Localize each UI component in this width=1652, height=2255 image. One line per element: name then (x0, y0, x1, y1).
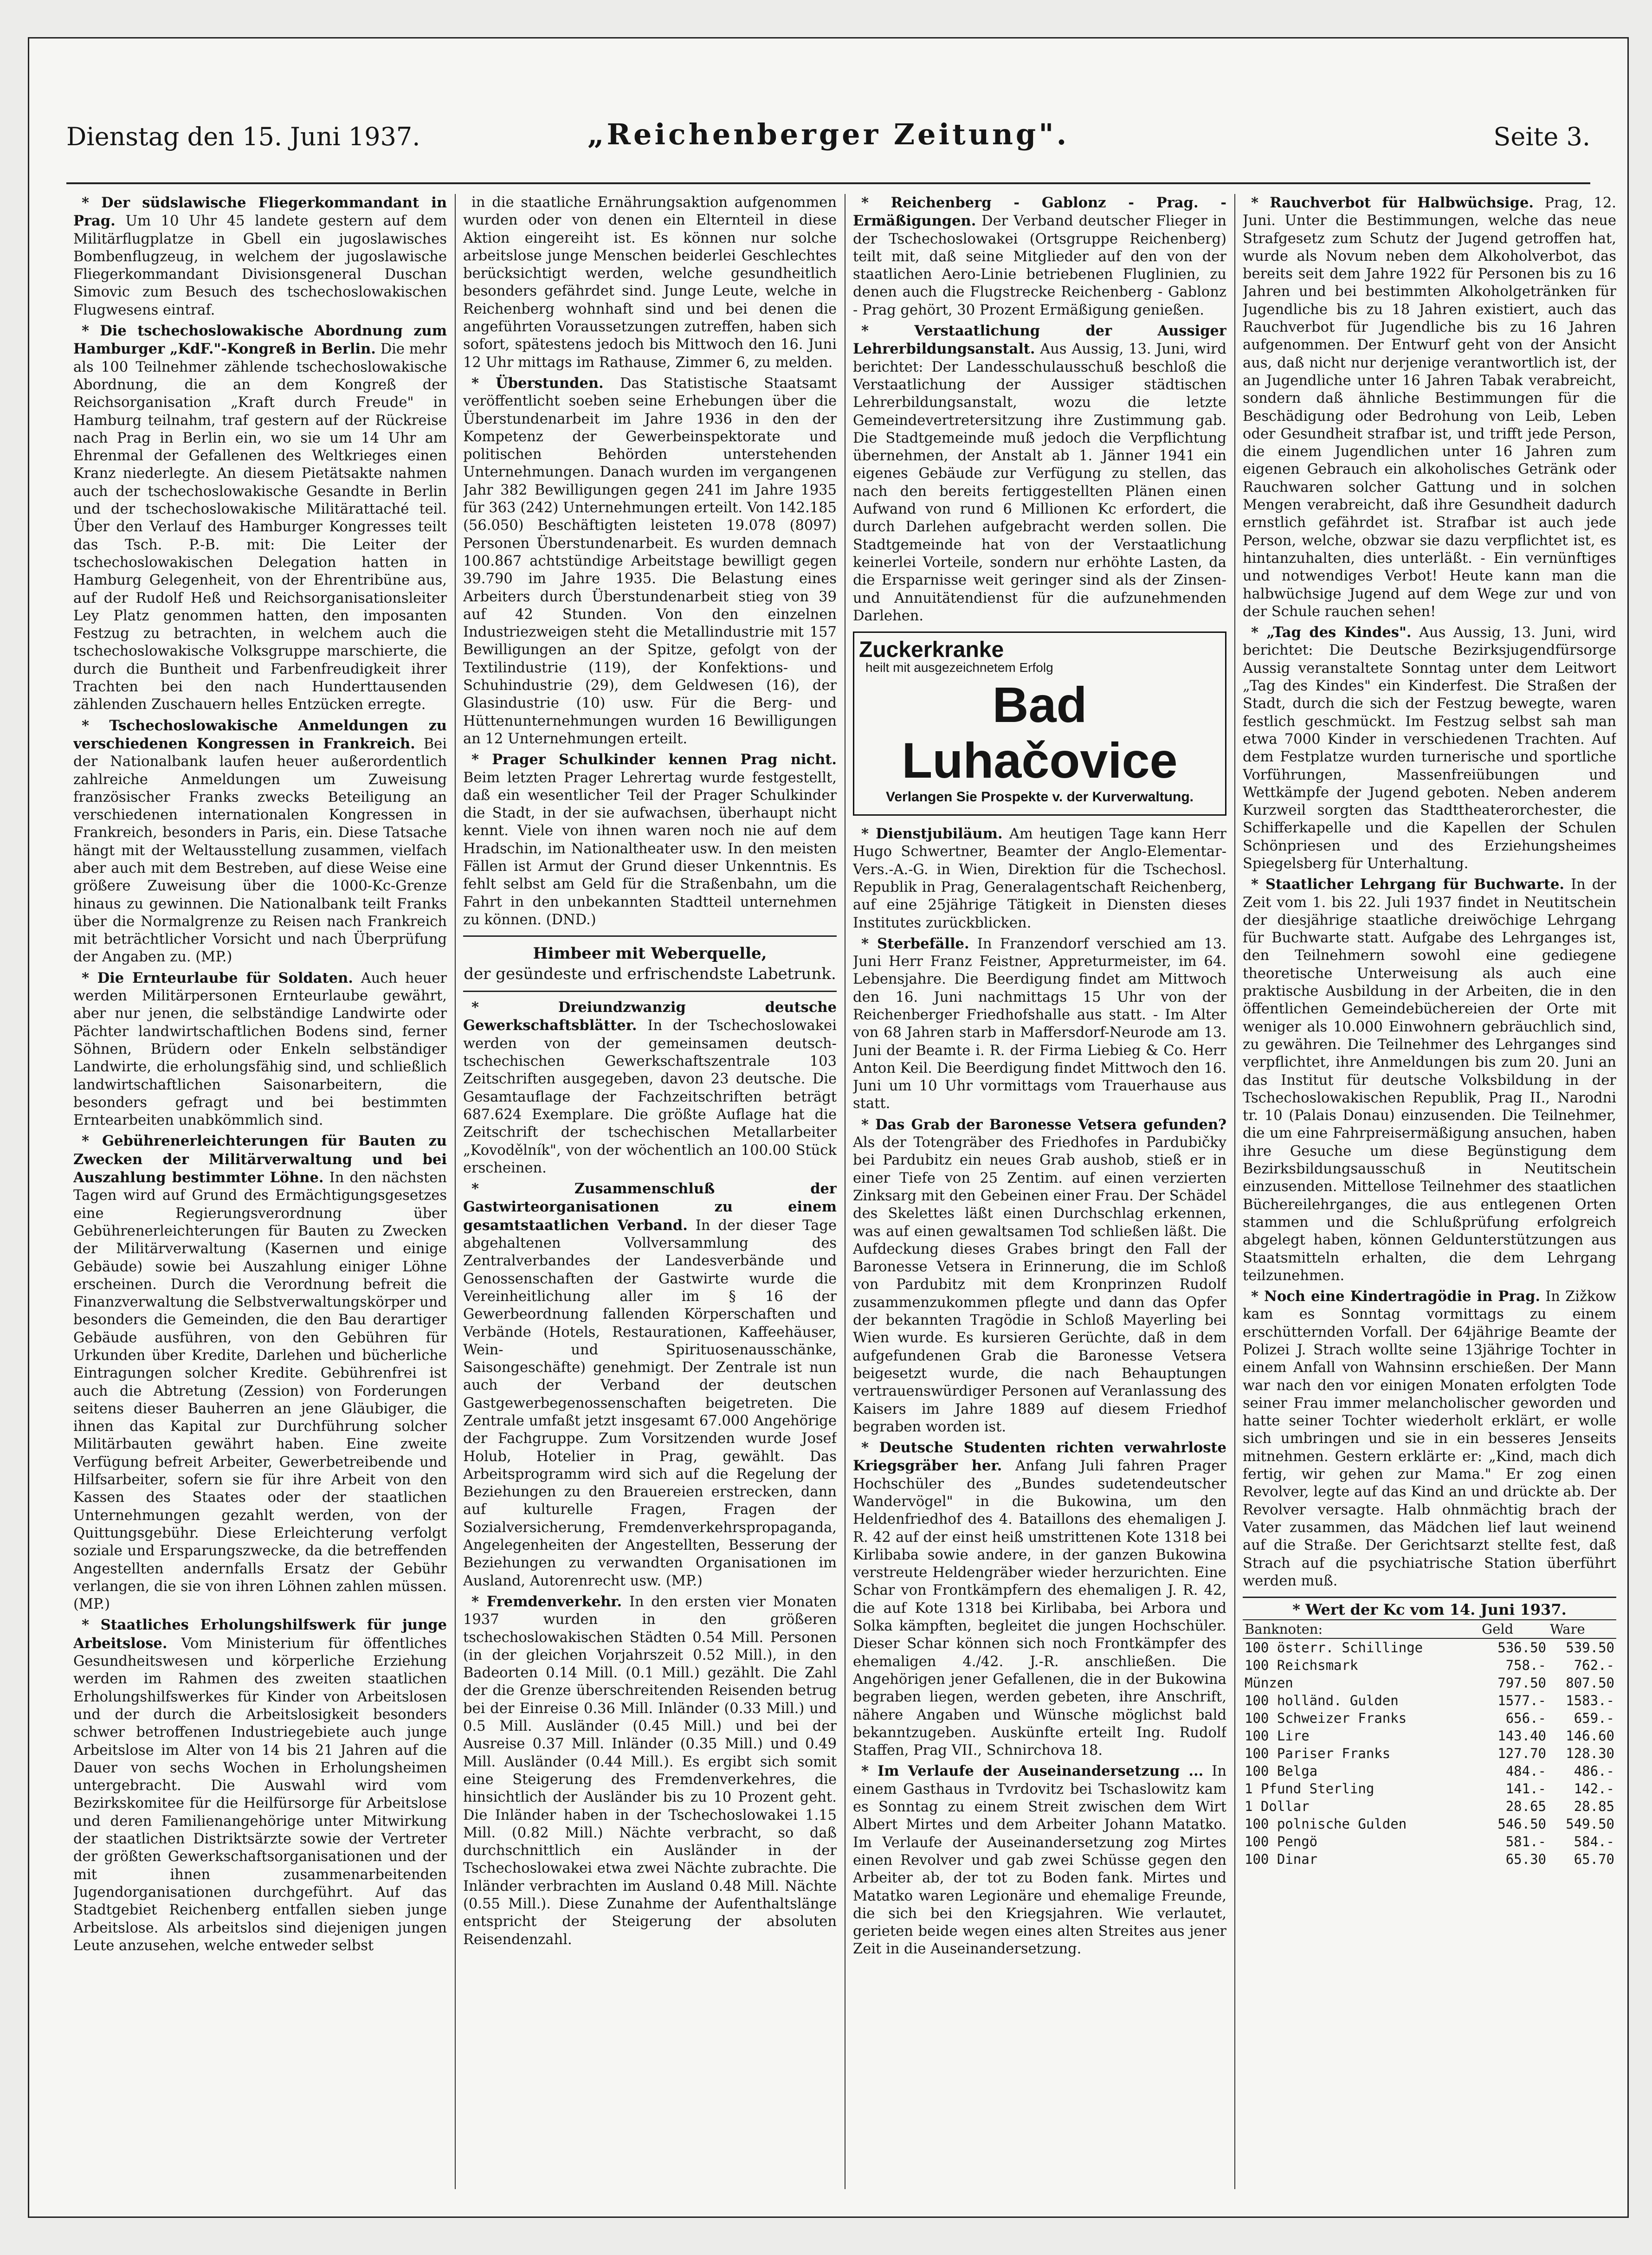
rates-row (1243, 1815, 1616, 1833)
article (1243, 876, 1616, 1285)
rates-row (1243, 1762, 1616, 1780)
rate-geld: 1577.- (1497, 1693, 1547, 1709)
advertisement-luhacovice (853, 631, 1226, 816)
header-page-number: Seite 3. (1493, 122, 1590, 151)
rate-ware: 549.50 (1566, 1816, 1614, 1832)
rates-row (1243, 1674, 1616, 1692)
ad-subline: heilt mit ausgezeichnetem Erfolg (865, 660, 1053, 675)
rate-ware: 28.85 (1574, 1798, 1614, 1815)
rate-geld: 484.- (1505, 1763, 1547, 1779)
rate-geld: 758.- (1505, 1657, 1547, 1674)
article-body: Aus Aussig, 13. Juni, wird berichtet: Die Deutsche Bezirksjugendfürsorge Aussig veranstaltete Sonntag unter dem Leitwort „Tag des Kindes" ein Kinderfest. Die Straßen der Stadt, durch die sich der Festzug bewegte, waren festlich geschmückt. Im Festzug selbst sah man etwa 7000 Kinder in verschiedenen Trachten. Auf dem Festplatze wurden turnerische und sportliche Vorführungen, Massenfreiübungen und Wettkämpfe der Jugend geboten. Neben anderem Kurzweil sorgten das Stadttheaterorchester, die Schifferkapelle und die Kapellen der Schulen Schönpriesen und des Erziehungsheimes Spiegelsberg für Unterhaltung. (1243, 625, 1616, 872)
rates-row (1243, 1727, 1616, 1745)
currency-name: 100 Pariser Franks (1245, 1746, 1391, 1762)
currency-name: 100 Dinar (1245, 1851, 1318, 1868)
rate-ware: 807.50 (1566, 1675, 1614, 1691)
article (853, 935, 1226, 1113)
ad-footer: Verlangen Sie Prospekte v. der Kurverwaltung. (885, 789, 1194, 805)
article-title: * Staatlicher Lehrgang für Buchwarte. (1251, 876, 1564, 893)
rate-ware: 762.- (1574, 1657, 1614, 1674)
article-body: Auch heuer werden Militärpersonen Ernteurlaube gewährt, aber nur jenen, die selbständige Landwirte oder Pächter landwirtschaftlichen Bodens sind, ferner Söhnen, Brüdern oder Enkeln selbständiger Landwirte, die erholungsfähig sind, und schließlich landwirtschaftlichen Saisonarbeitern, die besonders gefragt und bei bestimmten Erntearbeiten unabkömmlich sind. (73, 970, 447, 1129)
currency-name: 1 Pfund Sterling (1245, 1781, 1375, 1797)
rate-geld: 28.65 (1505, 1798, 1547, 1815)
article (463, 194, 837, 372)
rate-ware: 659.- (1574, 1710, 1614, 1727)
rate-ware: 146.60 (1566, 1728, 1614, 1744)
article (463, 374, 837, 748)
rates-row (1243, 1850, 1616, 1868)
article (463, 1180, 837, 1590)
article-body: Um 10 Uhr 45 landete gestern auf dem Militärflugplatze in Gbell ein jugoslawisches Bombenflugzeug, in welchem der jugoslawische Fliegerkommandant Divisionsgeneral Duschan Simovic zum Besuch des tschechoslowakischen Flugwesens eintraf. (73, 213, 447, 318)
currency-name: 100 polnische Gulden (1245, 1816, 1407, 1832)
article-body: In Franzendorf verschied am 13. Juni Herr Franz Feistner, Appreturmeister, im 64. Lebensjahre. Die Beerdigung findet am Mittwoch den 16. Juni nachmittags 15 Uhr von der Reichenberger Friedhofshalle aus statt. - Im Alter von 68 Jahren starb in Maffersdorf-Neurode am 13. Juni der Beamte i. R. der Firma Liebieg & Co. Herr Anton Keil. Die Beerdigung findet Mittwoch den 16. Juni um 10 Uhr vormittags vom Trauerhause aus statt. (853, 935, 1226, 1112)
rates-table (1243, 1619, 1616, 1868)
rates-col-ware: Ware (1548, 1620, 1616, 1638)
rate-geld: 143.40 (1497, 1728, 1547, 1744)
article-title: * Im Verlaufe der Auseinandersetzung ... (861, 1763, 1204, 1780)
rate-geld: 127.70 (1497, 1746, 1547, 1762)
article (853, 322, 1226, 625)
article-body: In einem Gasthaus in Tvrdovitz bei Tschaslowitz kam es Sonntag zu einem Streit zwischen dem Wirt Albert Mirtes und dem Arbeiter Johann Matatko. Im Verlaufe der Auseinandersetzung zog Mirtes einen Revolver und gab zwei Schüsse gegen den Arbeiter ab, der tot zu Boden fank. Mirtes und Matatko waren Legionäre und ehemalige Freunde, die sich bei den Kriegsjahren. Wie verlautet, gerieten beide wegen eines alten Streites aus jener Zeit in die Auseinandersetzung. (853, 1763, 1226, 1958)
column-3 (853, 194, 1226, 2189)
currency-name: 100 österr. Schillinge (1245, 1640, 1423, 1656)
rates-row (1243, 1780, 1616, 1798)
article (73, 322, 447, 714)
article-body: Das Statistische Staatsamt veröffentlicht soeben seine Erhebungen über die Überstundenarbeit im Jahre 1936 in den der Kompetenz der Gewerbeinspektorate und politischen Behörden unterstehenden Unternehmungen. Danach wurden im vergangenen Jahr 382 Bewilligungen gegen 241 im Jahre 1935 für 363 (242) Unternehmungen erteilt. Von 142.185 (56.050) Beschäftigten leisteten 19.078 (8097) Personen Überstundenarbeit. Es wurden demnach 100.867 achtstündige Arbeitstage bewilligt gegen 39.790 im Jahre 1935. Die Belastung eines Arbeiters durch Überstundenarbeit stieg von 39 auf 42 Stunden. Von den einzelnen Industriezweigen steht die Metallindustrie mit 157 Bewilligungen an der Spitze, gefolgt von der Textilindustrie (119), der Konfektions- und Schuhindustrie (29), dem Geldwesen (16), der Glasindustrie (10) usw. Für die Berg- und Hüttenunternehmungen wurden 16 Bewilligungen an 12 Unternehmungen erteilt. (463, 375, 837, 747)
rates-row (1243, 1833, 1616, 1850)
rate-geld: 141.- (1505, 1781, 1547, 1797)
rates-row (1243, 1638, 1616, 1656)
article-body: Am heutigen Tage kann Herr Hugo Schwertner, Beamter der Anglo-Elementar-Vers.-A.-G. in Wien, Direktion für die Tschechosl. Republik in Prag, Generalagentschaft Reichenberg, auf eine 25jährige Tätigkeit in Diensten dieses Institutes zurückblicken. (853, 826, 1226, 931)
article-title: * Staatliches Erholungshilfswerk für junge Arbeitslose. (73, 1617, 447, 1652)
rate-ware: 128.30 (1566, 1746, 1614, 1762)
article-body: In Zižkow kam es Sonntag vormittags zu einem erschütternden Vorfall. Der 64jährige Beamte der Polizei J. Strach wollte seine 13jährige Tochter in einem Anfall von Wahnsinn erschießen. Der Mann war nach den vor einigen Monaten erfolgten Tode seiner Frau immer melancholischer geworden und hatte seiner Tochter wiederholt erklärt, er wolle sich umbringen und sie in ein besseres Jenseits mitnehmen. Gestern erklärte er: „Kind, mach dich fertig, wir gehen zur Mama." Er zog einen Revolver, legte auf das Kind an und drückte ab. Der Revolver versagte. Halb ohnmächtig brach der Vater zusammen, das Mädchen lief laut weinend auf die Straße. Der Gerichtsarzt stellte fest, daß Strach auf die psychiatrische Station überführt werden muß. (1243, 1289, 1616, 1589)
article-body: Der Verband deutscher Flieger in der Tschechoslowakei (Ortsgruppe Reichenberg) teilt mit, daß seine Mitglieder auf den von der staatlichen Aero-Linie betriebenen Fluglinien, zu denen auch die Flugstrecke Reichenberg - Gablonz - Prag gehört, 30 Prozent Ermäßigung genießen. (853, 213, 1226, 318)
article-title: * Dienstjubiläum. (861, 825, 1003, 843)
article (73, 717, 447, 966)
article (73, 969, 447, 1130)
article (73, 194, 447, 319)
currency-name: 100 Belga (1245, 1763, 1318, 1779)
article (463, 999, 837, 1177)
article (73, 1616, 447, 1955)
header-date: Dienstag den 15. Juni 1937. (66, 122, 420, 151)
article-title: * Tschechoslowakische Anmeldungen zu verschiedenen Kongressen in Frankreich. (73, 717, 447, 752)
article-title: * Noch eine Kindertragödie in Prag. (1251, 1288, 1541, 1305)
article-title: * Das Grab der Baronesse Vetsera gefunden? (861, 1116, 1226, 1133)
advertisement-himbeer (463, 935, 837, 992)
article-title: * Der südslawische Fliegerkommandant in Prag. (73, 194, 447, 230)
article-title: * Die Ernteurlaube für Soldaten. (82, 969, 353, 986)
masthead: „Reichenberger Zeitung". (587, 117, 1070, 151)
article-title: * Gebührenerleichterungen für Bauten zu Zwecken der Militärverwaltung und bei Auszahlung bestimmter Löhne. (73, 1133, 447, 1186)
currency-name: 100 holländ. Gulden (1245, 1693, 1399, 1709)
article (1243, 624, 1616, 873)
ad-headline: Zuckerkranke (859, 638, 1004, 663)
newspaper-page (28, 37, 1629, 2218)
rate-ware: 584.- (1574, 1834, 1614, 1850)
rate-ware: 65.70 (1574, 1851, 1614, 1868)
article-title: * Fremdenverkehr. (471, 1593, 622, 1610)
article-title: * „Tag des Kindes". (1251, 624, 1412, 641)
column-divider (455, 194, 456, 2189)
article-title: * Reichenberg - Gablonz - Prag. - Ermäßigungen. (853, 194, 1226, 230)
page-header (66, 117, 1590, 159)
ad-name: Bad Luhačovice (902, 676, 1178, 788)
column-divider (1234, 194, 1235, 2189)
rate-geld: 581.- (1505, 1834, 1547, 1850)
notice-line-1: Himbeer mit Weberquelle, (533, 944, 767, 963)
column-1 (73, 194, 447, 2189)
rates-row (1243, 1709, 1616, 1727)
article-title: * Sterbefälle. (861, 935, 969, 952)
article-title: * Überstunden. (471, 374, 604, 392)
article-body: Anfang Juli fahren Prager Hochschüler des „Bundes sudetendeutscher Wandervögel" in die Bukowina, um den Heldenfriedhof des 4. Bataillons des ehemaligen J. R. 42 auf der einst heiß umstrittenen Kote 1318 bei Kirlibaba sowie andere, in der ganzen Bukowina verstreute Heldengräber wieder herzurichten. Eine Schar von Frontkämpfern des ehemaligen J. R. 42, die auf Kote 1318 bei Kirlibaba, bei Arbora und Solka kämpften, begleitet die jungen Hochschüler. Dieser Schar können sich noch Frontkämpfer des ehemaligen 4./42. J.-R. anschließen. Die Angehörigen jener Gefallenen, die in der Bukowina begraben liegen, werden gebeten, ihre Anschrift, nähere Angaben und Wünsche möglichst bald bekanntzugeben. Auskünfte erteilt Ing. Rudolf Staffen, Prag VII., Schnirchova 18. (853, 1458, 1226, 1759)
column-2 (463, 194, 837, 2189)
rate-geld: 65.30 (1505, 1851, 1547, 1868)
currency-name: Münzen (1245, 1675, 1293, 1691)
rate-ware: 539.50 (1566, 1640, 1614, 1656)
article-body: Prag, 12. Juni. Unter die Bestimmungen, welche das neue Strafgesetz zum Schutz der Jugend getroffen hat, wurde als Novum neben dem Alkoholverbot, das bereits seit dem Jahre 1922 für Personen bis zu 16 Jahren und bei bestimmten Alkoholgetränken für Jugendliche bis zu 18 Jahren existiert, auch das Rauchverbot für Jugendliche bis zu 16 Jahren aufgenommen. Der Entwurf geht von der Ansicht aus, daß nicht nur derjenige verantwortlich ist, der an Jugendliche unter 16 Jahren Tabak verabreicht, sondern daß ähnliche Bestimmungen für die Beschädigung oder Bedrohung von Leib, Leben oder Gesundheit strafbar ist, und trifft jede Person, die einem Jugendlichen unter 16 Jahren zum eigenen Gebrauch ein alkoholisches Getränk oder Rauchwaren solcher Gattung und in solchen Mengen verabreicht, daß ihre Gesundheit dadurch ernstlich gefährdet ist. Strafbar ist auch jede Person, welche, obzwar sie dazu verpflichtet ist, es hintanzuhalten, dies unterläßt. - Ein vernünftiges und notwendiges Verbot! Heute kann man die halbwüchsige Jugend auf dem Wege zur und von der Schule rauchen sehen! (1243, 195, 1616, 620)
article-title: * Deutsche Studenten richten verwahrloste Kriegsgräber her. (853, 1439, 1226, 1475)
currency-name: 100 Pengö (1245, 1834, 1318, 1850)
article (853, 1439, 1226, 1759)
article (1243, 194, 1616, 621)
article-body: In der Zeit vom 1. bis 22. Juli 1937 findet in Neutitschein der diesjährige staatliche dreiwöchige Lehrgang für Buchwarte statt. Aufgabe des Lehrganges ist, den Teilnehmern sowohl eine gediegene theoretische Unterweisung als auch eine praktische Ausbildung in der Arbeiten, die in den öffentlichen Gemeindebüchereien der Orte mit weniger als 10.000 Einwohnern gebräuchlich sind, zu gewähren. Die Teilnehmer des Lehrganges sind verpflichtet, ihre Anmeldungen bis zum 20. Juni an das Institut für deutsche Volksbildung in der Tschechoslowakischen Republik, Prag II., Narodni tr. 10 (Palais Donau) einzusenden. Die Teilnehmer, die um eine Fahrpreisermäßigung ansuchen, haben ihre Gesuche um diese Begünstigung dem Bezirksbildungsausschuß in Neutitschein einzusenden. Mittellose Teilnehmer des staatlichen Büchereilehrganges, die aus entlegenen Orten stammen und die Schlußprüfung erfolgreich abgelegt haben, können Geldunterstützungen aus Staatsmitteln erhalten, die dem Lehrgang teilzunehmen. (1243, 876, 1616, 1284)
header-rule (66, 182, 1590, 184)
rate-geld: 656.- (1505, 1710, 1547, 1727)
article-body: Beim letzten Prager Lehrertag wurde festgestellt, daß ein wesentlicher Teil der Prager Schulkinder die Stadt, in der sie aufwachsen, überhaupt nicht kennt. Viele von ihnen waren noch nie auf dem Hradschin, im Nationaltheater usw. In den meisten Fällen ist Armut der Grund dieser Unkenntnis. Es fehlt selbst am Geld für die Straßenbahn, um die Fahrt in den unbekannten Stadtteil unternehmen zu können. (DND.) (463, 769, 837, 928)
article-body: In der dieser Tage abgehaltenen Vollversammlung des Zentralverbandes der Landesverbände und Genossenschaften der Gastwirte wurde die Vereinheitlichung aller im § 16 der Gewerbeordnung fallenden Körperschaften und Verbände (Hotels, Restaurationen, Kaffeehäuser, Wein- und Spirituosenausschänke, Saisongeschäfte) genehmigt. Der Zentrale ist nun auch der Verband der deutschen Gastgewerbegenossenschaften beigetreten. Die Zentrale umfaßt jetzt insgesamt 67.000 Angehörige der Fachgruppe. Zum Vorsitzenden wurde Josef Holub, Hotelier in Prag, gewählt. Das Arbeitsprogramm wird sich auf die Regelung der Beziehungen zu den Brauereien erstrecken, dann auf kulturelle Fragen, Fragen der Sozialversicherung, Fremdenverkehrspropaganda, Angelegenheiten der Angestellten, Besserung der Beziehungen zu verwandten Organisationen im Ausland, Autorenrecht usw. (MP.) (463, 1217, 837, 1589)
article (853, 1762, 1226, 1958)
article-body: Vom Ministerium für öffentliches Gesundheitswesen und körperliche Erziehung werden im Rahmen des zweiten staatlichen Erholungshilfswerkes für Kinder von Arbeitslosen und der durch die Arbeitslosigkeit besonders schwer betroffenen Industriegebiete auch junge Arbeitslose im Alter von 14 bis 21 Jahren auf die Dauer von sechs Wochen in Erholungsheimen untergebracht. Die Auswahl wird vom Bezirkskomitee für die Heilfürsorge für Arbeitslose und deren Familienangehörige unter Mitwirkung der staatlichen Distriktsärzte sowie der Vertreter der größten Gewerkschaftsorganisationen und der mit ihnen zusammenarbeitenden Jugendorganisationen durchgeführt. Auf das Stadtgebiet Reichenberg entfallen sieben junge Arbeitslose. Als arbeitslos sind diejenigen jungen Leute anzusehen, welche entweder selbst (73, 1635, 447, 1954)
rate-ware: 486.- (1574, 1763, 1614, 1779)
article-body: In den ersten vier Monaten 1937 wurden in den größeren tschechoslowakischen Städten 0.54 Mill. Personen (in der gleichen Vorjahrszeit 0.52 Mill.), in den Badeorten 0.14 Mill. (0.1 Mill.) gezählt. Die Zahl der die Grenze überschreitenden Reisenden betrug bei der Einreise 0.36 Mill. Inländer (0.33 Mill.) und 0.5 Mill. Ausländer (0.45 Mill.) und bei der Ausreise 0.37 Mill. Inländer (0.35 Mill.) und 0.49 Mill. Ausländer (0.44 Mill.). Es ergibt sich somit eine Steigerung des Fremdenverkehres, die hinsichtlich der Ausländer bis zu 10 Prozent geht. Die Inländer haben in der Tschechoslowakei 1.15 Mill. (0.82 Mill.) Nächte verbracht, so daß durchschnittlich ein Ausländer in der Tschechoslowakei etwa zwei Nächte zubrachte. Die Inländer verbrachten im Ausland 0.48 Mill. Nächte (0.55 Mill.). Diese Zunahme der Aufenthaltslänge entspricht der Steigerung der absoluten Reisendenzahl. (463, 1593, 837, 1948)
rates-row (1243, 1745, 1616, 1762)
article-title: * Verstaatlichung der Aussiger Lehrerbildungsanstalt. (853, 322, 1226, 358)
rates-row (1243, 1692, 1616, 1709)
article-body: Bei der Nationalbank laufen heuer außerordentlich zahlreiche Anmeldungen um Zuweisung französischer Franks zwecks Beteiligung an verschiedenen internationalen Kongressen in Frankreich, besonders in Paris, ein. Diese Tatsache hängt mit der Weltausstellung zusammen, vielfach aber auch mit dem Bestreben, auf diese Weise eine größere Zuweisung über die 1000-Kc-Grenze hinaus zu gewinnen. Die Nationalbank teilt Franks über die Normalgrenze zu Reisen nach Frankreich mit beträchtlicher Vorsicht und nach Überprüfung der Angaben zu. (MP.) (73, 735, 447, 966)
currency-name: 100 Reichsmark (1245, 1657, 1358, 1674)
article (73, 1132, 447, 1613)
rates-col-geld: Geld (1480, 1620, 1548, 1638)
rate-geld: 536.50 (1497, 1640, 1547, 1656)
rate-geld: 546.50 (1497, 1816, 1547, 1832)
article-title: * Prager Schulkinder kennen Prag nicht. (471, 751, 837, 768)
article-body: Die mehr als 100 Teilnehmer zählende tschechoslowakische Abordnung, die an dem Kongreß der Reichsorganisation „Kraft durch Freude" in Hamburg teilnahm, traf gestern auf der Rückreise nach Prag in Berlin ein, wo sie um 14 Uhr am Ehrenmal der Gefallenen des Weltkrieges einen Kranz niederlegte. An diesem Pietätsakte nahmen auch der tschechoslowakische Gesandte in Berlin und der tschechoslowakische Militärattaché teil. Über den Verlauf des Hamburger Kongresses teilt das Tsch. P.-B. mit: Die Leiter der tschechoslowakischen Delegation hatten in Hamburg Gelegenheit, von der Ehrentribüne aus, auf der Rudolf Heß und Reichsorganisationsleiter Ley Platz genommen hatten, den imposanten Festzug zu betrachten, in welchem auch die tschechoslowakische Volksgruppe marschierte, die durch die Buntheit und Farbenfreudigkeit ihrer Trachten bei den nach Hunderttausenden zählenden Zuschauern helles Entzücken erregte. (73, 341, 447, 713)
rate-geld: 797.50 (1497, 1675, 1547, 1691)
article-title: * Zusammenschluß der Gastwirteorganisationen zu einem gesamtstaatlichen Verband. (463, 1180, 837, 1234)
rates-row (1243, 1656, 1616, 1674)
article-body: In den nächsten Tagen wird auf Grund des Ermächtigungsgesetzes eine Regierungsverordnung über Gebührenerleichterungen für Bauten zu Zwecken der Militärverwaltung (Kasernen und einige Gebäude) sowie bei Auszahlung einiger Löhne erscheinen. Durch die Verordnung befreit die Finanzverwaltung die Selbstverwaltungskörper und besonders die Gemeinden, die den Bau derartiger Gebäude ausführen, von den Gebühren für Urkunden über Kredite, Darlehen und bücherliche Eintragungen solcher Kredite. Gebührenfrei ist auch die Abtretung (Zession) von Forderungen seitens dieser Bauherren an jene Gläubiger, die ihnen das Kapital zur Durchführung solcher Militärbauten gewährt haben. Eine zweite Verfügung befreit Arbeiter, Gewerbetreibende und Hilfsarbeiter, sofern sie für ihre Arbeit von den Kassen des Staates oder der staatlichen Unternehmungen gezahlt werden, von der Quittungsgebühr. Diese Erleichterung verfolgt soziale und Ersparungszwecke, da die betreffenden Angestellten andernfalls Ersatz der Gebühr verlangen, die sie von ihren Löhnen zahlen müssen. (MP.) (73, 1170, 447, 1613)
article (853, 194, 1226, 319)
currency-name: 1 Dollar (1245, 1798, 1310, 1815)
article (853, 825, 1226, 932)
rate-ware: 142.- (1574, 1781, 1614, 1797)
rates-col-name: Banknoten: (1243, 1620, 1480, 1638)
article-body: In der Tschechoslowakei werden von der gemeinsamen deutsch-tschechischen Gewerkschaftszentrale 103 Zeitschriften ausgegeben, davon 23 deutsche. Die Gesamtauflage der Fachzeitschriften beträgt 687.624 Exemplare. Die größte Auflage hat die Zeitschrift der tschechischen Metallarbeiter „Kovodělník", von der wöchentlich an 100.00 Stück erscheinen. (463, 1018, 837, 1176)
article (463, 751, 837, 929)
article (463, 1593, 837, 1949)
article-title: * Die tschechoslowakische Abordnung zum Hamburger „KdF."-Kongreß in Berlin. (73, 322, 447, 358)
article-body: Aus Aussig, 13. Juni, wird berichtet: Der Landesschulausschuß beschloß die Verstaatlichung der Aussiger städtischen Lehrerbildungsanstalt, wozu die letzte Gemeindevertretersitzung ihre Zustimmung gab. Die Stadtgemeinde muß jedoch die Verpflichtung übernehmen, der Anstalt ab 1. Jänner 1941 ein eigenes Gebäude zur Verfügung zu stellen, das nach den bereits fertiggestellten Plänen einen Aufwand von rund 6 Millionen Kc erfordert, die durch Darlehen aufgebracht werden sollen. Die Stadtgemeinde hat von der Verstaatlichung keinerlei Vorteile, sondern nur erhöhte Lasten, da die Ersparnisse weit geringer sind als der Zinsen- und Annuitätendienst für die aufzunehmenden Darlehen. (853, 341, 1226, 624)
column-4 (1243, 194, 1616, 2189)
article-body: in die staatliche Ernährungsaktion aufgenommen wurden oder von denen ein Elternteil in diese Aktion eingereiht ist. Es können nur solche arbeitslose junge Menschen beiderlei Geschlechtes berücksichtigt werden, welche gesundheitlich besonders gefährdet sind. Junge Leute, welche in Reichenberg wohnhaft sind und bei denen die angeführten Voraussetzungen zutreffen, haben sich sofort, spätestens jedoch bis Mittwoch den 16. Juni 12 Uhr mittags im Rathause, Zimmer 6, zu melden. (463, 194, 837, 371)
article-body: Als der Totengräber des Friedhofes in Pardubičky bei Pardubitz ein neues Grab aushob, stieß er in einer Tiefe von 25 Zentim. auf einen verzierten Zinksarg mit den Gebeinen einer Frau. Der Schädel des Skelettes läßt einen Durchschlag erkennen, was auf einen gewaltsamen Tod schließen läßt. Die Aufdeckung dieses Grabes bringt den Fall der Baronesse Vetsera in Erinnerung, die im Schloß von Pardubitz mit dem Kronprinzen Rudolf zusammenzukommen pflegte und dann das Opfer der bekannten Tragödie in Schloß Mayerling bei Wien wurde. Es kursieren Gerüchte, daß in dem aufgefundenen Grab die Baronesse Vetsera beigesetzt wurde, die nach Behauptungen vertrauenswürdiger Personen auf Veranlassung des Kaisers im Jahre 1889 auf diesem Friedhof begraben worden ist. (853, 1134, 1226, 1435)
article (853, 1116, 1226, 1436)
rates-row (1243, 1798, 1616, 1815)
article-title: * Rauchverbot für Halbwüchsige. (1251, 194, 1534, 211)
currency-name: 100 Lire (1245, 1728, 1310, 1744)
rates-title: * Wert der Kc vom 14. Juni 1937. (1292, 1601, 1567, 1619)
rate-ware: 1583.- (1566, 1693, 1614, 1709)
notice-line-2: der gesündeste und erfrischendste Labetrunk. (464, 965, 836, 984)
currency-name: 100 Schweizer Franks (1245, 1710, 1407, 1727)
article (1243, 1288, 1616, 1590)
exchange-rates (1243, 1597, 1616, 1868)
article-title: * Dreiundzwanzig deutsche Gewerkschaftsblätter. (463, 999, 837, 1034)
